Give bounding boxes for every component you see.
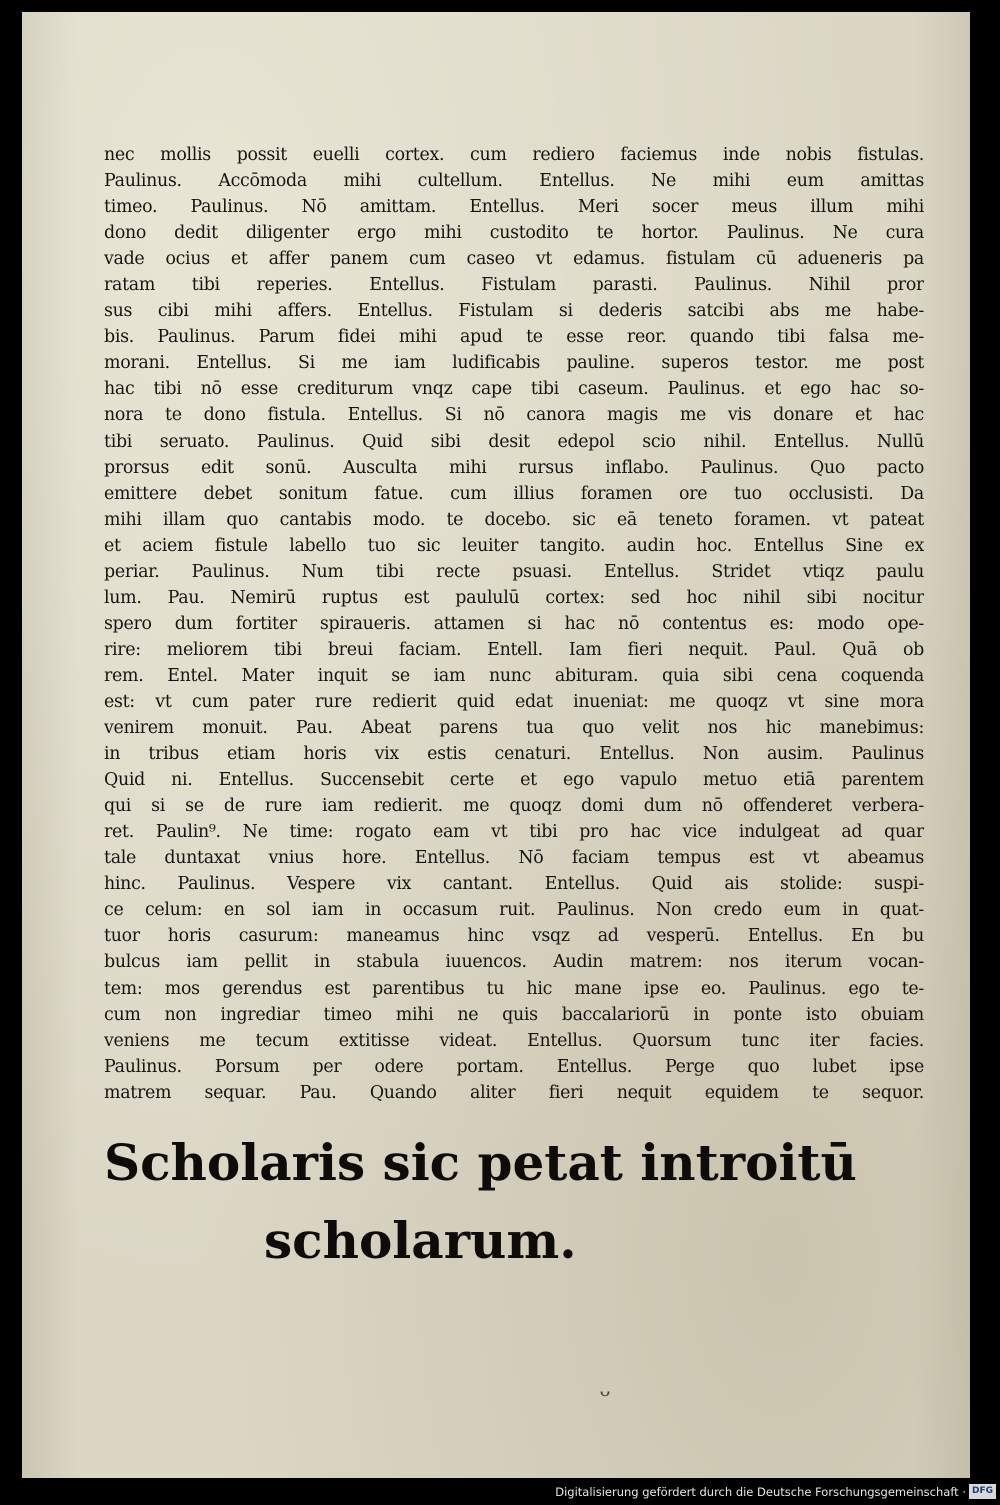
text-line: cum non ingrediar timeo mihi ne quis baccalariorū in ponte isto obuiam <box>104 1004 924 1025</box>
text-line: bulcus iam pellit in stabula iuuencos. Audin matrem: nos iterum vocan- <box>104 952 924 973</box>
printer-mark-icon: ᴗ <box>599 1380 611 1401</box>
text-line: est: vt cum pater rure redierit quid edat inueniat: me quoqz vt sine mora <box>104 691 924 712</box>
text-line: periar. Paulinus. Num tibi recte psuasi. Entellus. Stridet vtiqz paulu <box>104 561 924 582</box>
text-line: nec mollis possit euelli cortex. cum rediero faciemus inde nobis fistulas. <box>104 145 924 165</box>
text-line: veniens me tecum extitisse videat. Entellus. Quorsum tunc iter facies. <box>104 1030 924 1051</box>
text-line: ratam tibi reperies. Entellus. Fistulam parasti. Paulinus. Nihil pror <box>104 275 924 296</box>
text-line: tibi seruato. Paulinus. Quid sibi desit edepol scio nihil. Entellus. Nullū <box>104 431 924 452</box>
text-line: tale duntaxat vnius hore. Entellus. Nō faciam tempus est vt abeamus <box>104 848 924 869</box>
heading-line-2: scholarum. <box>264 1211 577 1270</box>
text-line: rire: meliorem tibi breui faciam. Entell. Iam fieri nequit. Paul. Quā ob <box>104 639 924 660</box>
body-text <box>104 142 924 1106</box>
text-line: spero dum fortiter spiraueris. attamen si hac nō contentus es: modo ope- <box>104 613 924 634</box>
text-line: matrem sequar. Pau. Quando aliter fieri nequit equidem te sequor. <box>104 1082 924 1103</box>
text-line: ret. Paulin⁹. Ne time: rogato eam vt tibi pro hac vice indulgeat ad quar <box>104 822 924 843</box>
text-line: emittere debet sonitum fatue. cum illius foramen ore tuo occlusisti. Da <box>104 483 924 504</box>
text-line: mihi illam quo cantabis modo. te docebo. sic eā teneto foramen. vt pateat <box>104 509 924 530</box>
text-line: nora te dono fistula. Entellus. Si nō canora magis me vis donare et hac <box>104 405 924 426</box>
text-line: Paulinus. Accōmoda mihi cultellum. Entellus. Ne mihi eum amittas <box>104 171 924 192</box>
dfg-logo-icon: DFG <box>969 1484 996 1499</box>
text-line: Quid ni. Entellus. Succensebit certe et ego vapulo metuo etiā parentem <box>104 770 924 791</box>
text-line: bis. Paulinus. Parum fidei mihi apud te esse reor. quando tibi falsa me- <box>104 327 924 348</box>
text-line: tuor horis casurum: maneamus hinc vsqz ad vesperū. Entellus. En bu <box>104 926 924 947</box>
text-line: timeo. Paulinus. Nō amittam. Entellus. Meri socer meus illum mihi <box>104 197 924 218</box>
text-line: venirem monuit. Pau. Abeat parens tua quo velit nos hic manebimus: <box>104 718 924 739</box>
text-line: vade ocius et affer panem cum caseo vt edamus. fistulam cū adueneris pa <box>104 249 924 270</box>
text-line: sus cibi mihi affers. Entellus. Fistulam si dederis satcibi abs me habe- <box>104 301 924 322</box>
text-line: morani. Entellus. Si me iam ludificabis pauline. superos testor. me post <box>104 353 924 374</box>
text-line: rem. Entel. Mater inquit se iam nunc abituram. quia sibi cena coquenda <box>104 665 924 686</box>
text-line: tem: mos gerendus est parentibus tu hic mane ipse eo. Paulinus. ego te- <box>104 978 924 999</box>
section-heading <box>104 1124 924 1280</box>
heading-line-1: Scholaris sic petat introitū <box>104 1133 857 1192</box>
funding-credit: Digitalisierung gefördert durch die Deutsche Forschungsgemeinschaft · <box>555 1485 966 1499</box>
book-page <box>22 12 970 1478</box>
footer-bar <box>0 1478 1000 1505</box>
text-line: hac tibi nō esse crediturum vnqz cape tibi caseum. Paulinus. et ego hac so- <box>104 379 924 400</box>
text-line: et aciem fistule labello tuo sic leuiter tangito. audin hoc. Entellus Sine ex <box>104 535 924 556</box>
text-line: lum. Pau. Nemirū ruptus est paululū cortex: sed hoc nihil sibi nocitur <box>104 587 924 608</box>
text-line: qui si se de rure iam redierit. me quoqz domi dum nō offenderet verbera- <box>104 796 924 817</box>
text-line: hinc. Paulinus. Vespere vix cantant. Entellus. Quid ais stolide: suspi- <box>104 874 924 895</box>
text-line: Paulinus. Porsum per odere portam. Entellus. Perge quo lubet ipse <box>104 1056 924 1077</box>
text-line: prorsus edit sonū. Ausculta mihi rursus inflabo. Paulinus. Quo pacto <box>104 457 924 478</box>
text-line: dono dedit diligenter ergo mihi custodito te hortor. Paulinus. Ne cura <box>104 223 924 244</box>
text-line: ce celum: en sol iam in occasum ruit. Paulinus. Non credo eum in quat- <box>104 900 924 921</box>
text-line: in tribus etiam horis vix estis cenaturi. Entellus. Non ausim. Paulinus <box>104 744 924 765</box>
